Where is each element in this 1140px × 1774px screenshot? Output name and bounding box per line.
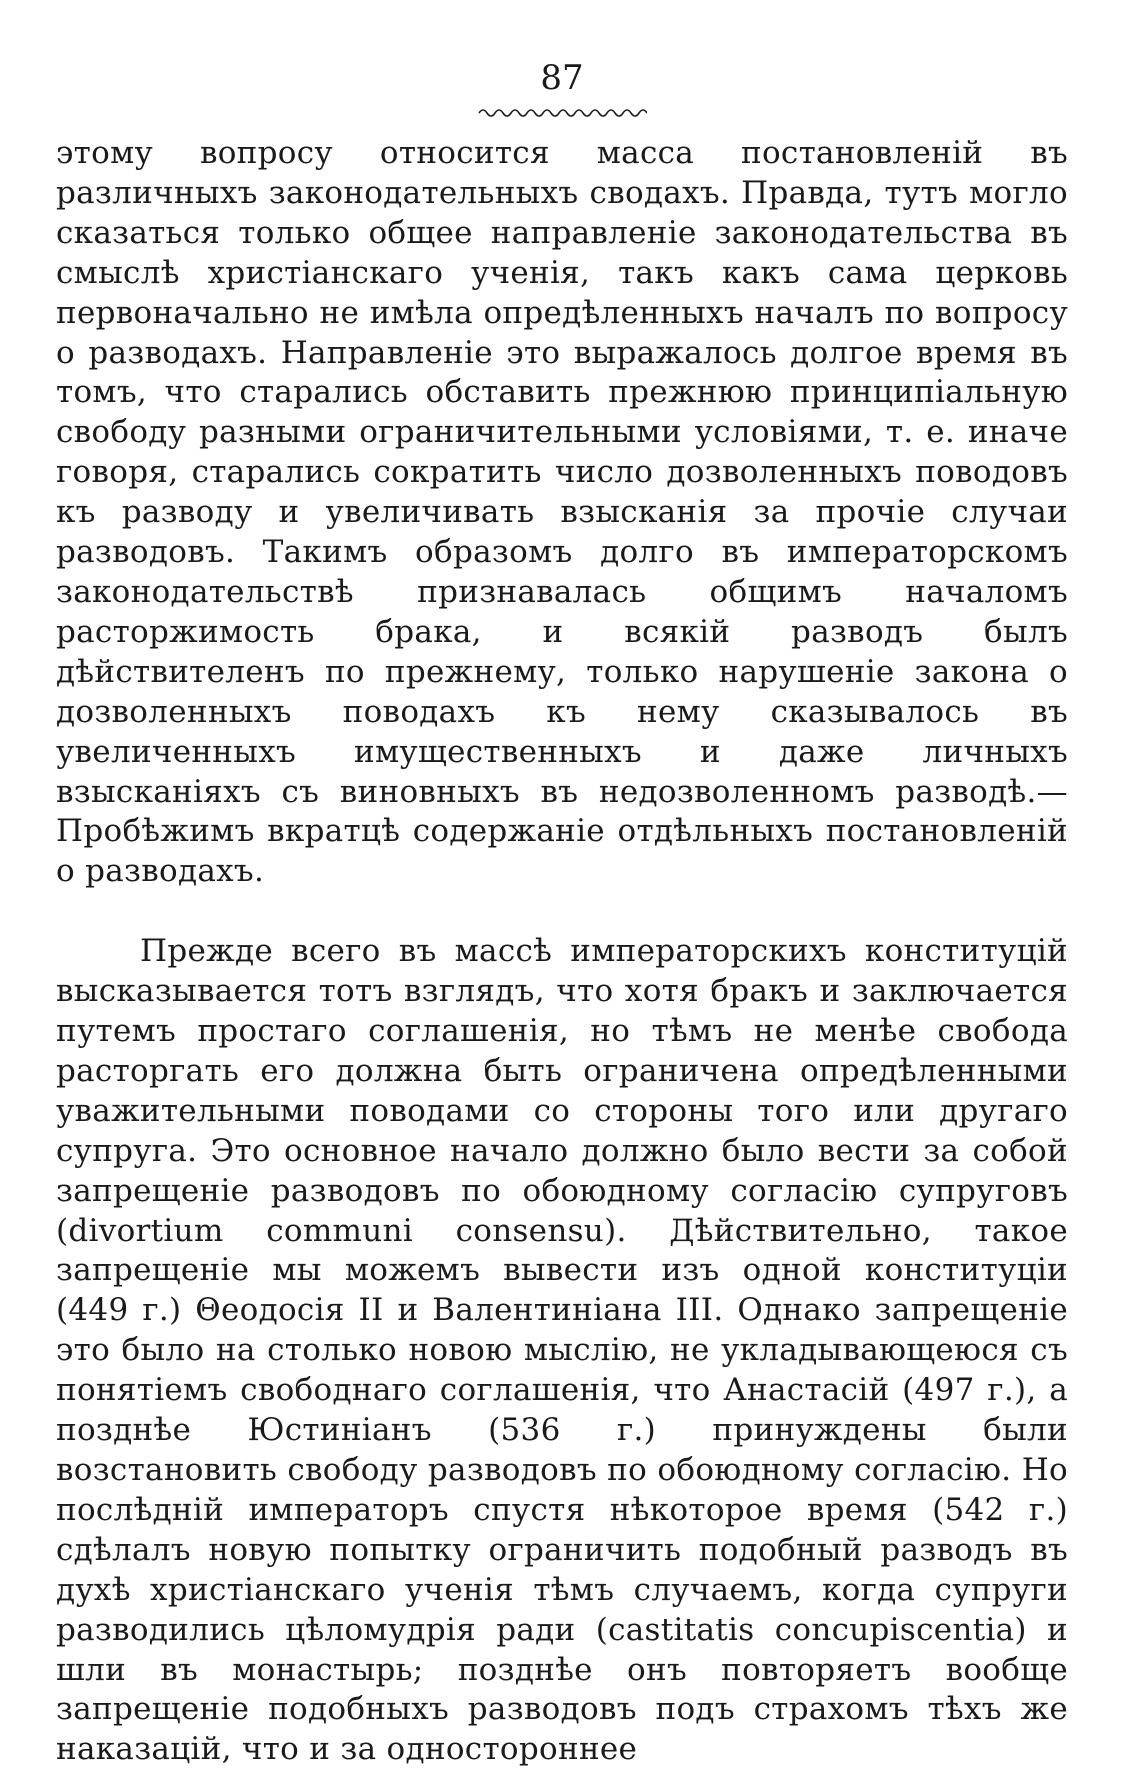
paragraph-2: Прежде всего въ массѣ императорскихъ конституцій высказывается тотъ взглядъ, что хотя бракъ и заключается путемъ простаго соглашенія, но тѣмъ не менѣе свобода расторгать его должна быть ограничена опредѣленными уважительными поводами со стороны того или другаго супруга. Это основное начало должно было вести за собой запрещеніе разводовъ по обоюдному согласію супруговъ (divortium communi consensu). Дѣйствительно, такое запрещеніе мы можемъ вывести изъ одной конституціи (449 г.) Θеодосія II и Валентиніана III. Однако запрещеніе это было на столько новою мыслію, не укладывающеюся съ понятіемъ свободнаго соглашенія, что Анастасій (497 г.), а позднѣе Юстиніанъ (536 г.) принуждены были возстановить свободу разводовъ по обоюдному согласію. Но послѣдній императоръ спустя нѣкоторое время (542 г.) сдѣлалъ новую попытку ограничить подобный разводъ въ духѣ христіанскаго ученія тѣмъ случаемъ, когда супруги разводились цѣломудрія ради (castitatis concupiscentia) и шли въ монастырь; позднѣе онъ повторяетъ вообще запрещеніе подобныхъ разводовъ подъ страхомъ тѣхъ же наказацій, что и за одностороннее bbox=[56, 933, 1068, 1768]
wavy-rule-ornament bbox=[477, 106, 647, 120]
book-page bbox=[56, 58, 1068, 1768]
paragraph-1: этому вопросу относится масса постановленій въ различныхъ законодательныхъ сводахъ. Правда, тутъ могло сказаться только общее направленіе законодательства въ смыслѣ христіанскаго ученія, такъ какъ сама церковь первоначально не имѣла опредѣленныхъ началъ по вопросу о разводахъ. Направленіе это выражалось долгое время въ томъ, что старались обставить прежнюю принципіальную свободу разными ограничительными условіями, т. е. иначе говоря, старались сократить число дозволенныхъ поводовъ къ разводу и увеличивать взысканія за прочіе случаи разводовъ. Такимъ образомъ долго въ императорскомъ законодательствѣ признавалась общимъ началомъ расторжимость брака, и всякій разводъ былъ дѣйствителенъ по прежнему, только нарушеніе закона о дозволенныхъ поводахъ къ нему сказывалось въ увеличенныхъ имущественныхъ и даже личныхъ взысканіяхъ съ виновныхъ въ недозволенномъ разводѣ.—Пробѣжимъ вкратцѣ содержаніе отдѣльныхъ постановленій о разводахъ. bbox=[56, 135, 1068, 890]
body-text bbox=[56, 134, 1068, 1770]
page-number: 87 bbox=[540, 58, 584, 98]
